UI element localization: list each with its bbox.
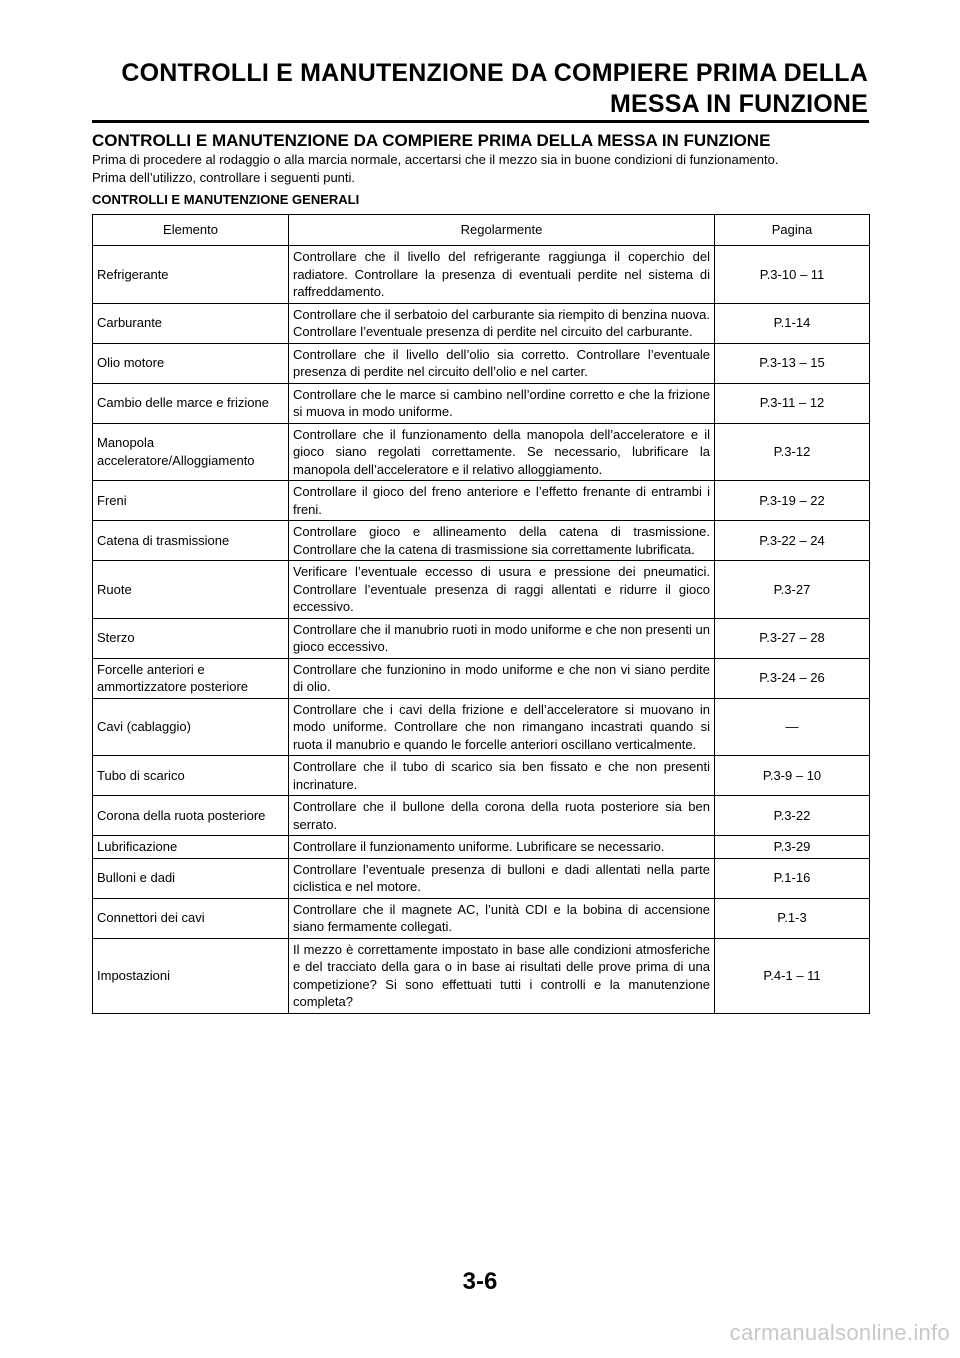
page-cell: P.3-9 – 10: [715, 756, 870, 796]
table-row: [93, 246, 870, 304]
desc-cell: Controllare il funzionamento uniforme. Lubrificare se necessario.: [289, 836, 715, 859]
page-cell: P.3-19 – 22: [715, 481, 870, 521]
section-title: CONTROLLI E MANUTENZIONE DA COMPIERE PRIMA DELLA MESSA IN FUNZIONE: [92, 131, 771, 150]
table-row: [93, 383, 870, 423]
table-row: [93, 343, 870, 383]
item-cell: Ruote: [93, 561, 289, 619]
item-cell: Cambio delle marce e frizione: [93, 383, 289, 423]
page-cell: P.3-11 – 12: [715, 383, 870, 423]
page-cell: P.1-16: [715, 858, 870, 898]
desc-cell: Controllare che i cavi della frizione e dell’acceleratore si muovano in modo uniforme. Controllare che non rimangano incastrati quando si ruota il manubrio e quando le forcelle anteriori oscillano verticalmente.: [289, 698, 715, 756]
desc-cell: Controllare che il bullone della corona della ruota posteriore sia ben serrato.: [289, 796, 715, 836]
desc-cell: Controllare che il serbatoio del carburante sia riempito di benzina nuova. Controllare l’eventuale presenza di perdite nel circuito del carburante.: [289, 303, 715, 343]
desc-cell: Controllare che il manubrio ruoti in modo uniforme e che non presenti un gioco eccessivo.: [289, 618, 715, 658]
table-row: [93, 698, 870, 756]
table-row: [93, 796, 870, 836]
desc-cell: Il mezzo è correttamente impostato in base alle condizioni atmosferiche e del tracciato della gara o in base ai risultati delle prove prima di una competizione? Si sono effettuati tutti i controlli e la manutenzione completa?: [289, 938, 715, 1013]
item-cell: Catena di trasmissione: [93, 521, 289, 561]
item-cell: Refrigerante: [93, 246, 289, 304]
table-row: [93, 756, 870, 796]
table-row: [93, 898, 870, 938]
desc-cell: Controllare che le marce si cambino nell’ordine corretto e che la frizione si muova in modo uniforme.: [289, 383, 715, 423]
header-title-line-2: MESSA IN FUNZIONE: [609, 90, 868, 118]
desc-cell: Controllare che il funzionamento della manopola dell’acceleratore e il gioco siano regolati correttamente. Se necessario, lubrificare la manopola dell’acceleratore e il relativo alloggiamento.: [289, 423, 715, 481]
intro-text: [92, 151, 872, 187]
desc-cell: Controllare che il livello dell’olio sia corretto. Controllare l’eventuale presenza di perdite nel circuito dell’olio e nel carter.: [289, 343, 715, 383]
header-divider: [92, 120, 869, 123]
page-cell: P.3-24 – 26: [715, 658, 870, 698]
desc-cell: Controllare il gioco del freno anteriore e l’effetto frenante di entrambi i freni.: [289, 481, 715, 521]
page-cell: P.4-1 – 11: [715, 938, 870, 1013]
maintenance-table: [92, 214, 870, 1014]
page-cell: P.1-14: [715, 303, 870, 343]
item-cell: Tubo di scarico: [93, 756, 289, 796]
header-title-line-1: CONTROLLI E MANUTENZIONE DA COMPIERE PRIMA DELLA: [121, 59, 868, 87]
desc-cell: Controllare che il magnete AC, l’unità CDI e la bobina di accensione siano fermamente collegati.: [289, 898, 715, 938]
desc-cell: Controllare che funzionino in modo uniforme e che non vi siano perdite di olio.: [289, 658, 715, 698]
item-cell: Olio motore: [93, 343, 289, 383]
page-cell: P.3-12: [715, 423, 870, 481]
item-cell: Connettori dei cavi: [93, 898, 289, 938]
desc-cell: Controllare che il livello del refrigerante raggiunga il coperchio del radiatore. Controllare la presenza di eventuali perdite nel sistema di raffreddamento.: [289, 246, 715, 304]
page-cell: P.3-29: [715, 836, 870, 859]
intro-line-1: Prima di procedere al rodaggio o alla marcia normale, accertarsi che il mezzo sia in buone condizioni di funzionamento.: [92, 152, 779, 167]
table-row: [93, 938, 870, 1013]
table-row: [93, 658, 870, 698]
item-cell: Lubrificazione: [93, 836, 289, 859]
table-row: [93, 858, 870, 898]
table-row: [93, 561, 870, 619]
item-cell: Corona della ruota posteriore: [93, 796, 289, 836]
intro-line-2: Prima dell’utilizzo, controllare i seguenti punti.: [92, 170, 356, 185]
item-cell: Impostazioni: [93, 938, 289, 1013]
desc-cell: Controllare l’eventuale presenza di bulloni e dadi allentati nella parte ciclistica e nel motore.: [289, 858, 715, 898]
table-row: [93, 303, 870, 343]
page-cell: P.3-22: [715, 796, 870, 836]
table-header-row: [93, 215, 870, 246]
page-cell: P.3-10 – 11: [715, 246, 870, 304]
item-cell: Forcelle anteriori e ammortizzatore posteriore: [93, 658, 289, 698]
page-cell: P.3-13 – 15: [715, 343, 870, 383]
table-row: [93, 521, 870, 561]
page-number: 3-6: [462, 1268, 498, 1295]
desc-cell: Controllare che il tubo di scarico sia ben fissato e che non presenti incrinature.: [289, 756, 715, 796]
table-row: [93, 618, 870, 658]
table-row: [93, 481, 870, 521]
item-cell: Carburante: [93, 303, 289, 343]
header-cell-item: Elemento: [93, 215, 289, 246]
page-cell: —: [715, 698, 870, 756]
table-subheading: CONTROLLI E MANUTENZIONE GENERALI: [92, 192, 360, 207]
page-cell: P.3-22 – 24: [715, 521, 870, 561]
header-cell-page: Pagina: [715, 215, 870, 246]
desc-cell: Verificare l’eventuale eccesso di usura e pressione dei pneumatici. Controllare l’eventuale presenza di raggi allentati e ridurre il gioco eccessivo.: [289, 561, 715, 619]
item-cell: Cavi (cablaggio): [93, 698, 289, 756]
table-row: [93, 836, 870, 859]
watermark: carmanualsonline.info: [729, 1320, 950, 1345]
item-cell: Freni: [93, 481, 289, 521]
header-cell-check: Regolarmente: [289, 215, 715, 246]
page-cell: P.3-27 – 28: [715, 618, 870, 658]
item-cell: Manopola acceleratore/Alloggiamento: [93, 423, 289, 481]
item-cell: Bulloni e dadi: [93, 858, 289, 898]
page-cell: P.1-3: [715, 898, 870, 938]
page-header-title: [121, 58, 868, 120]
page-cell: P.3-27: [715, 561, 870, 619]
item-cell: Sterzo: [93, 618, 289, 658]
table-row: [93, 423, 870, 481]
desc-cell: Controllare gioco e allineamento della catena di trasmissione. Controllare che la catena di trasmissione sia correttamente lubrificata.: [289, 521, 715, 561]
